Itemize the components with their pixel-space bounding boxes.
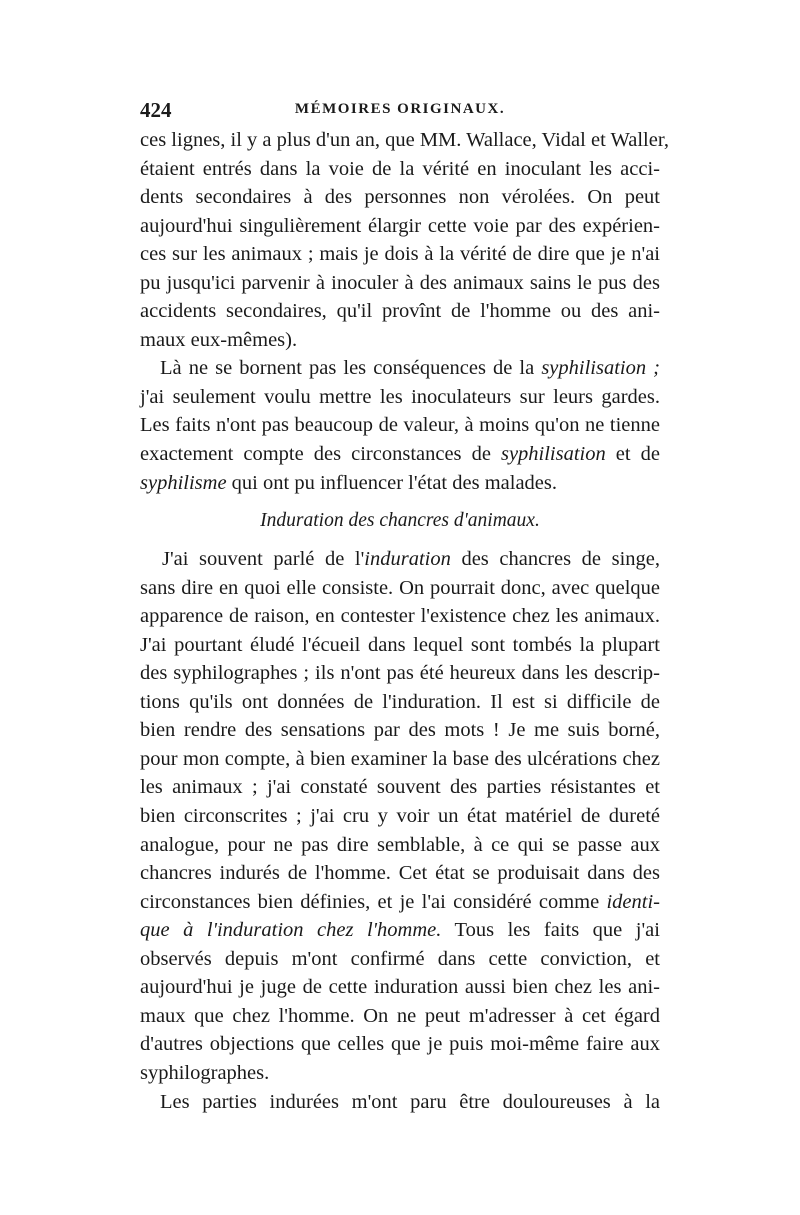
page-number: 424 [140, 98, 172, 122]
text-line [140, 440, 660, 469]
text-line: aujourd'hui singulièrement élargir cette voie par des expérien- [140, 214, 660, 237]
text-line [140, 354, 660, 383]
italic-term: syphilisme [140, 471, 227, 494]
text-line: Les faits n'ont pas beaucoup de valeur, à moins qu'on ne tienne [140, 414, 660, 437]
text-line [140, 469, 660, 498]
text-line: dents secondaires à des personnes non vérolées. On peut [140, 186, 660, 209]
section-subheading: Induration des chancres d'animaux. [260, 510, 540, 532]
running-title: MÉMOIRES ORIGINAUX. [294, 101, 506, 117]
paragraph-1 [140, 126, 669, 354]
text-line: apparence de raison, en contester l'existence chez les animaux. [140, 605, 660, 628]
text-run: des chancres de singe, [450, 548, 660, 571]
text-line: maux que chez l'homme. On ne peut m'adresser à cet égard [140, 1004, 660, 1027]
text-run: Là ne se bornent pas les conséquences de la [160, 357, 542, 380]
paragraph-3 [140, 545, 660, 1087]
text-line: Les parties indurées m'ont paru être douloureuses à la [160, 1090, 660, 1113]
text-line: d'autres objections que celles que je puis moi-même faire aux [140, 1033, 660, 1056]
italic-term: que à l'induration chez l'homme. [140, 919, 442, 942]
text-line: tions qu'ils ont données de l'induration. Il est si difficile de [140, 690, 660, 713]
italic-term: syphilisation ; [541, 357, 660, 380]
text-line: observés depuis m'ont confirmé dans cette conviction, et [140, 947, 660, 970]
text-run: circonstances bien définies, et je l'ai considéré comme [140, 890, 607, 913]
text-line: bien circonscrites ; j'ai cru y voir un état matériel de dureté [140, 805, 660, 828]
text-line: sans dire en quoi elle consiste. On pourrait donc, avec quelque [140, 576, 660, 599]
text-line: accidents secondaires, qu'il provînt de l'homme ou des ani- [140, 300, 660, 323]
text-line [140, 545, 660, 574]
text-line: aujourd'hui je juge de cette induration aussi bien chez les ani- [140, 976, 660, 999]
text-line: ces sur les animaux ; mais je dois à la vérité de dire que je n'ai [140, 243, 660, 266]
text-line: j'ai seulement voulu mettre les inoculateurs sur leurs gardes. [140, 385, 660, 408]
book-page [140, 96, 669, 1116]
text-line: analogue, pour ne pas dire semblable, à ce qui se passe aux [140, 833, 660, 856]
text-line: bien rendre des sensations par des mots ! Je me suis borné, [140, 719, 660, 742]
text-run: et de [605, 443, 660, 466]
running-head [140, 96, 660, 126]
text-run: Tous les faits que j'ai [441, 919, 660, 942]
text-line: pour mon compte, à bien examiner la base des ulcérations chez [140, 747, 660, 770]
italic-term: syphilisation [500, 443, 606, 466]
text-line: pu jusqu'ici parvenir à inoculer à des animaux sains le pus des [140, 271, 660, 294]
text-line: maux eux-mêmes). [140, 328, 298, 351]
text-run: exactement compte des circonstances de [140, 443, 501, 466]
italic-term: identi- [606, 890, 660, 913]
paragraph-4 [140, 1088, 660, 1117]
text-line: syphilographes. [140, 1061, 270, 1084]
text-line: les animaux ; j'ai constaté souvent des parties résistantes et [140, 776, 660, 799]
paragraph-2 [140, 354, 660, 497]
italic-term: induration [364, 548, 451, 571]
text-line: ces lignes, il y a plus d'un an, que MM. Wallace, Vidal et Waller, [140, 129, 669, 151]
text-run: J'ai souvent parlé de l' [162, 548, 365, 571]
text-run: qui ont pu influencer l'état des malades. [226, 471, 557, 494]
text-line: des syphilographes ; ils n'ont pas été heureux dans les descrip- [140, 662, 660, 685]
text-line [140, 888, 660, 917]
text-line [140, 916, 660, 945]
text-line: chancres indurés de l'homme. Cet état se produisait dans des [140, 862, 660, 885]
text-line: étaient entrés dans la voie de la vérité en inoculant les acci- [140, 157, 660, 180]
text-line: J'ai pourtant éludé l'écueil dans lequel sont tombés la plupart [140, 633, 660, 656]
